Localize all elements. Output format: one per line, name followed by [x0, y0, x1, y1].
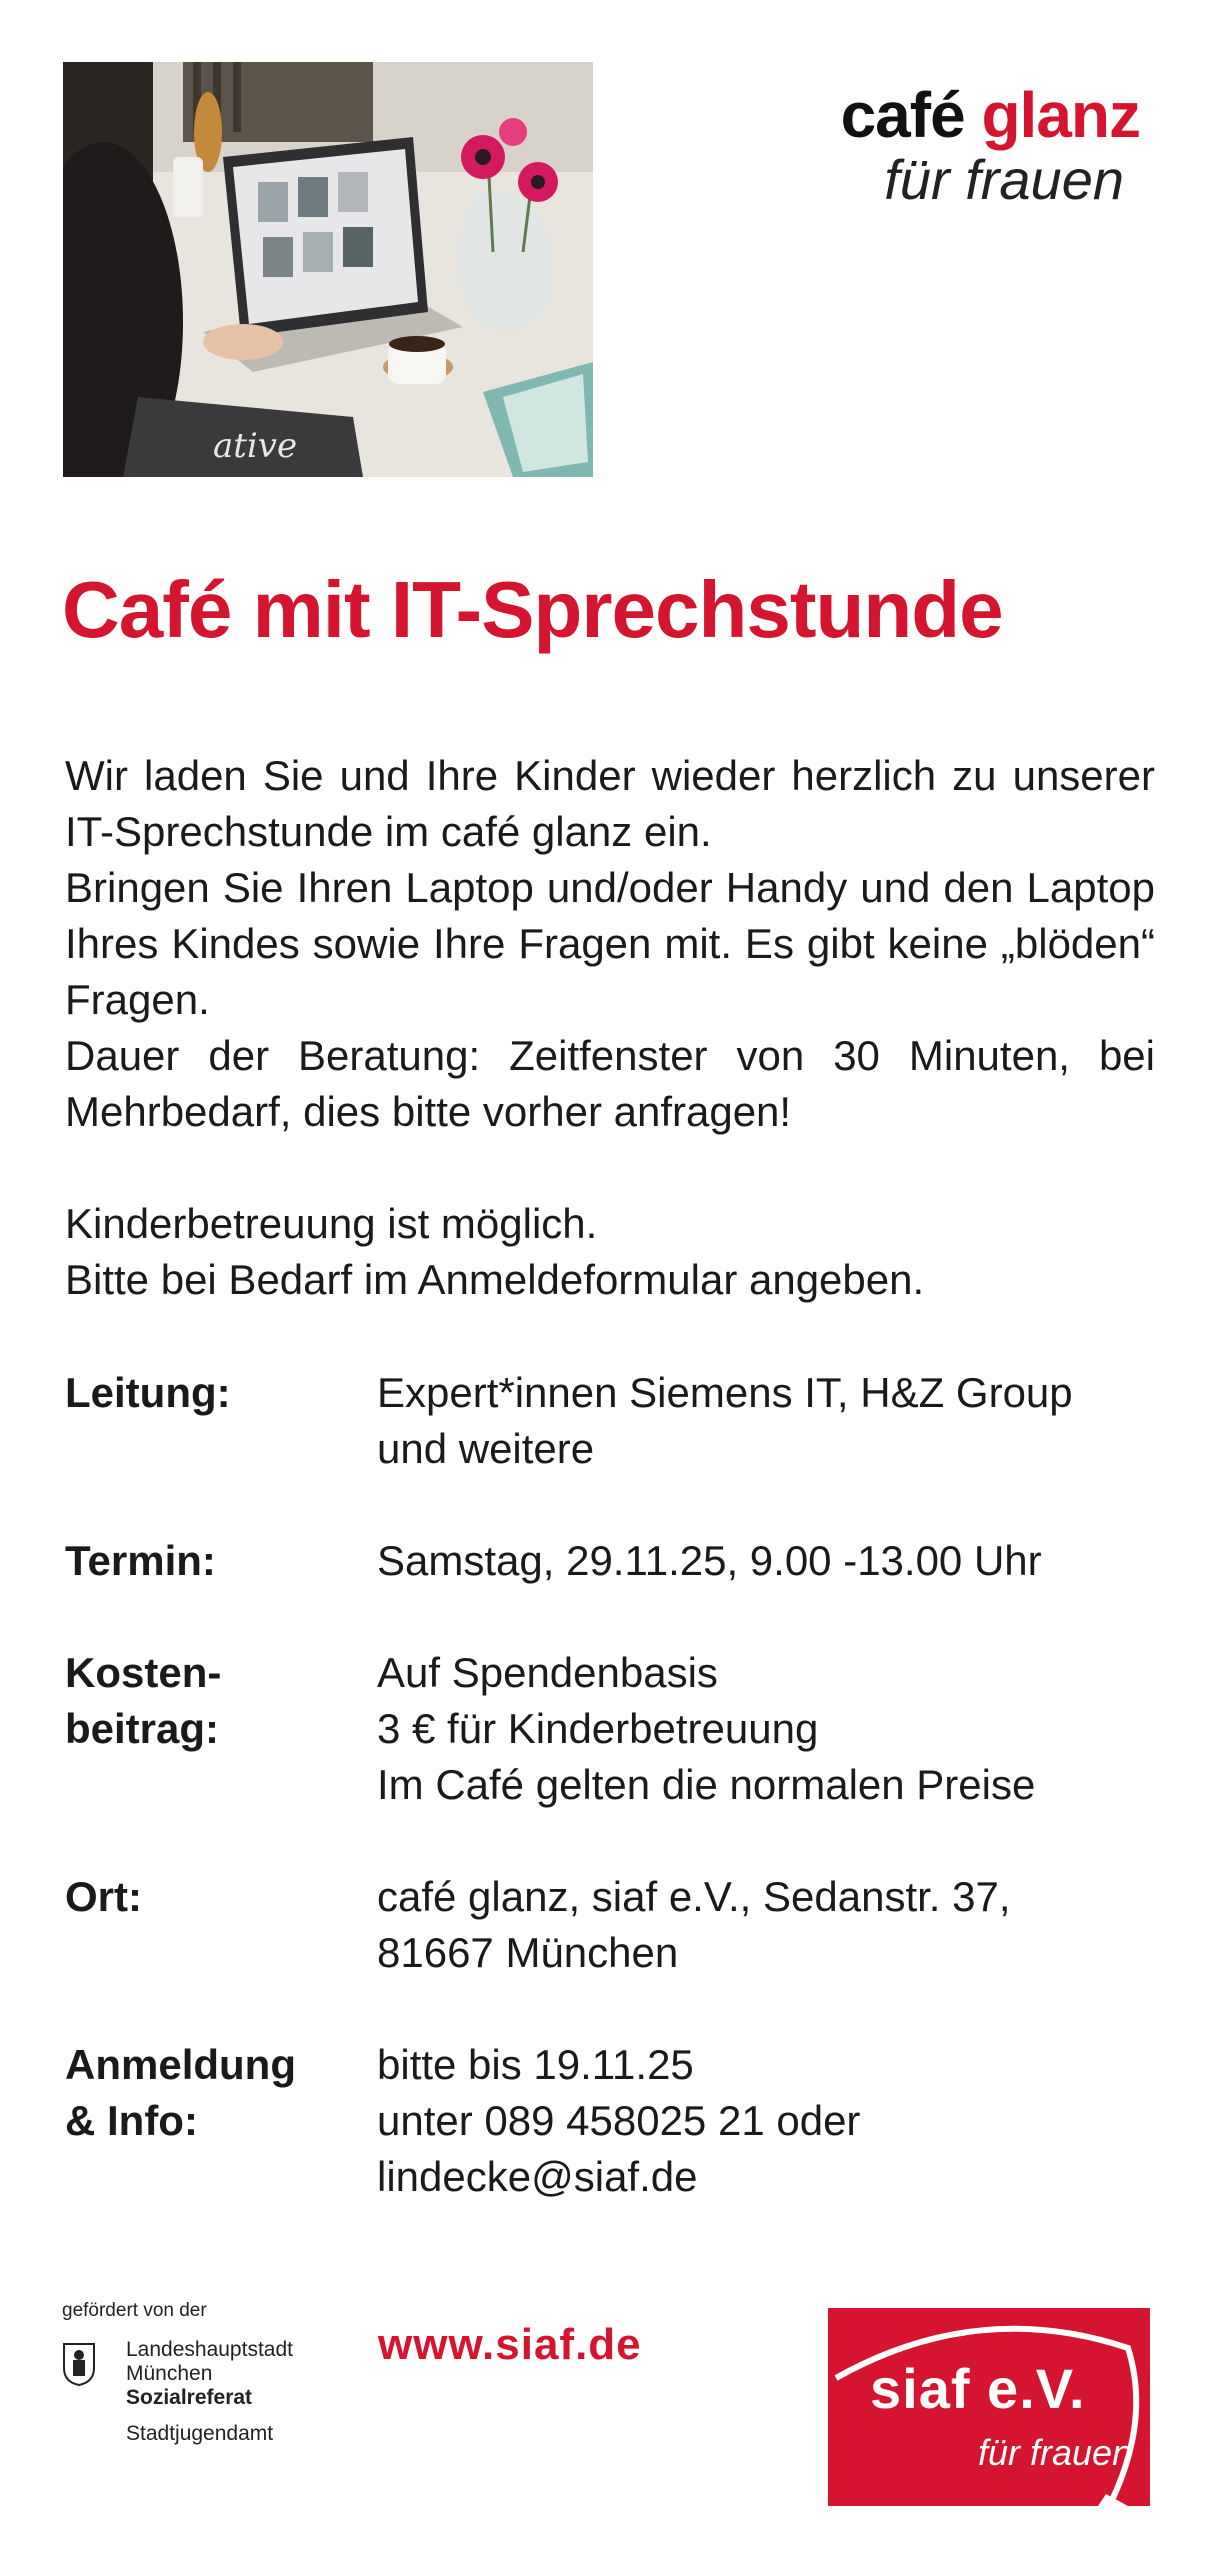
- munich-seal-icon: [62, 2342, 96, 2386]
- intro-text: [65, 748, 1155, 1308]
- intro-paragraph-2: Bringen Sie Ihren Laptop und/oder Handy und den Laptop Ihres Kindes sowie Ihre Fragen mit. Es gibt keine „blöden“ Fragen.: [65, 864, 1155, 1023]
- detail-label: Termin:: [65, 1537, 216, 1584]
- munich-city-logo: [62, 2338, 293, 2446]
- logo-subtitle: für frauen: [884, 148, 1124, 211]
- munich-city-text: Landeshauptstadt München Sozialreferat Stadtjugendamt: [126, 2338, 293, 2445]
- logo-cafe: café: [840, 79, 965, 151]
- event-details: [65, 1365, 1165, 2261]
- logo-title: [740, 80, 1140, 150]
- intro-paragraph-1: Wir laden Sie und Ihre Kinder wieder herzlich zu unserer IT-Sprechstunde im café glanz ein.: [65, 752, 1155, 855]
- detail-label: Anmeldung & Info:: [65, 2041, 296, 2144]
- siaf-logo: [828, 2308, 1150, 2506]
- detail-label: Ort:: [65, 1873, 142, 1920]
- detail-label: Kosten- beitrag:: [65, 1649, 222, 1752]
- header-photo: [63, 62, 593, 477]
- detail-row-kosten: [65, 1645, 1165, 1813]
- detail-row-anmeldung: [65, 2037, 1165, 2205]
- detail-row-ort: [65, 1869, 1165, 1981]
- cafe-glanz-logo: [740, 80, 1140, 210]
- logo-glanz: glanz: [981, 79, 1140, 151]
- intro-paragraph-3: Dauer der Beratung: Zeitfenster von 30 Minuten, bei Mehrbedarf, dies bitte vorher anfragen!: [65, 1032, 1155, 1135]
- detail-value: café glanz, siaf e.V., Sedanstr. 37, 81667 München: [377, 1873, 1011, 1976]
- page-title: Café mit IT-Sprechstunde: [62, 565, 1003, 654]
- intro-paragraph-4: Kinderbetreuung ist möglich.: [65, 1200, 598, 1247]
- detail-label: Leitung:: [65, 1369, 231, 1416]
- detail-row-termin: [65, 1533, 1165, 1589]
- intro-paragraph-5: Bitte bei Bedarf im Anmeldeformular angeben.: [65, 1256, 925, 1303]
- laptop-flowers-photo: [63, 62, 593, 477]
- website-link[interactable]: www.siaf.de: [378, 2320, 642, 2369]
- detail-value: Auf Spendenbasis 3 € für Kinderbetreuung Im Café gelten die normalen Preise: [377, 1649, 1036, 1808]
- detail-value: bitte bis 19.11.25 unter 089 458025 21 oder lindecke@siaf.de: [377, 2041, 861, 2200]
- funded-by-label: gefördert von der: [62, 2300, 207, 2321]
- detail-value: Samstag, 29.11.25, 9.00 -13.00 Uhr: [377, 1537, 1042, 1584]
- svg-text:ative: ative: [213, 426, 298, 466]
- detail-value: Expert*innen Siemens IT, H&Z Group und weitere: [377, 1369, 1073, 1472]
- detail-row-leitung: [65, 1365, 1165, 1477]
- siaf-logo-subtitle: für frauen: [978, 2432, 1133, 2473]
- siaf-logo-title: siaf e.V.: [870, 2357, 1086, 2420]
- spacer: [65, 1140, 1155, 1196]
